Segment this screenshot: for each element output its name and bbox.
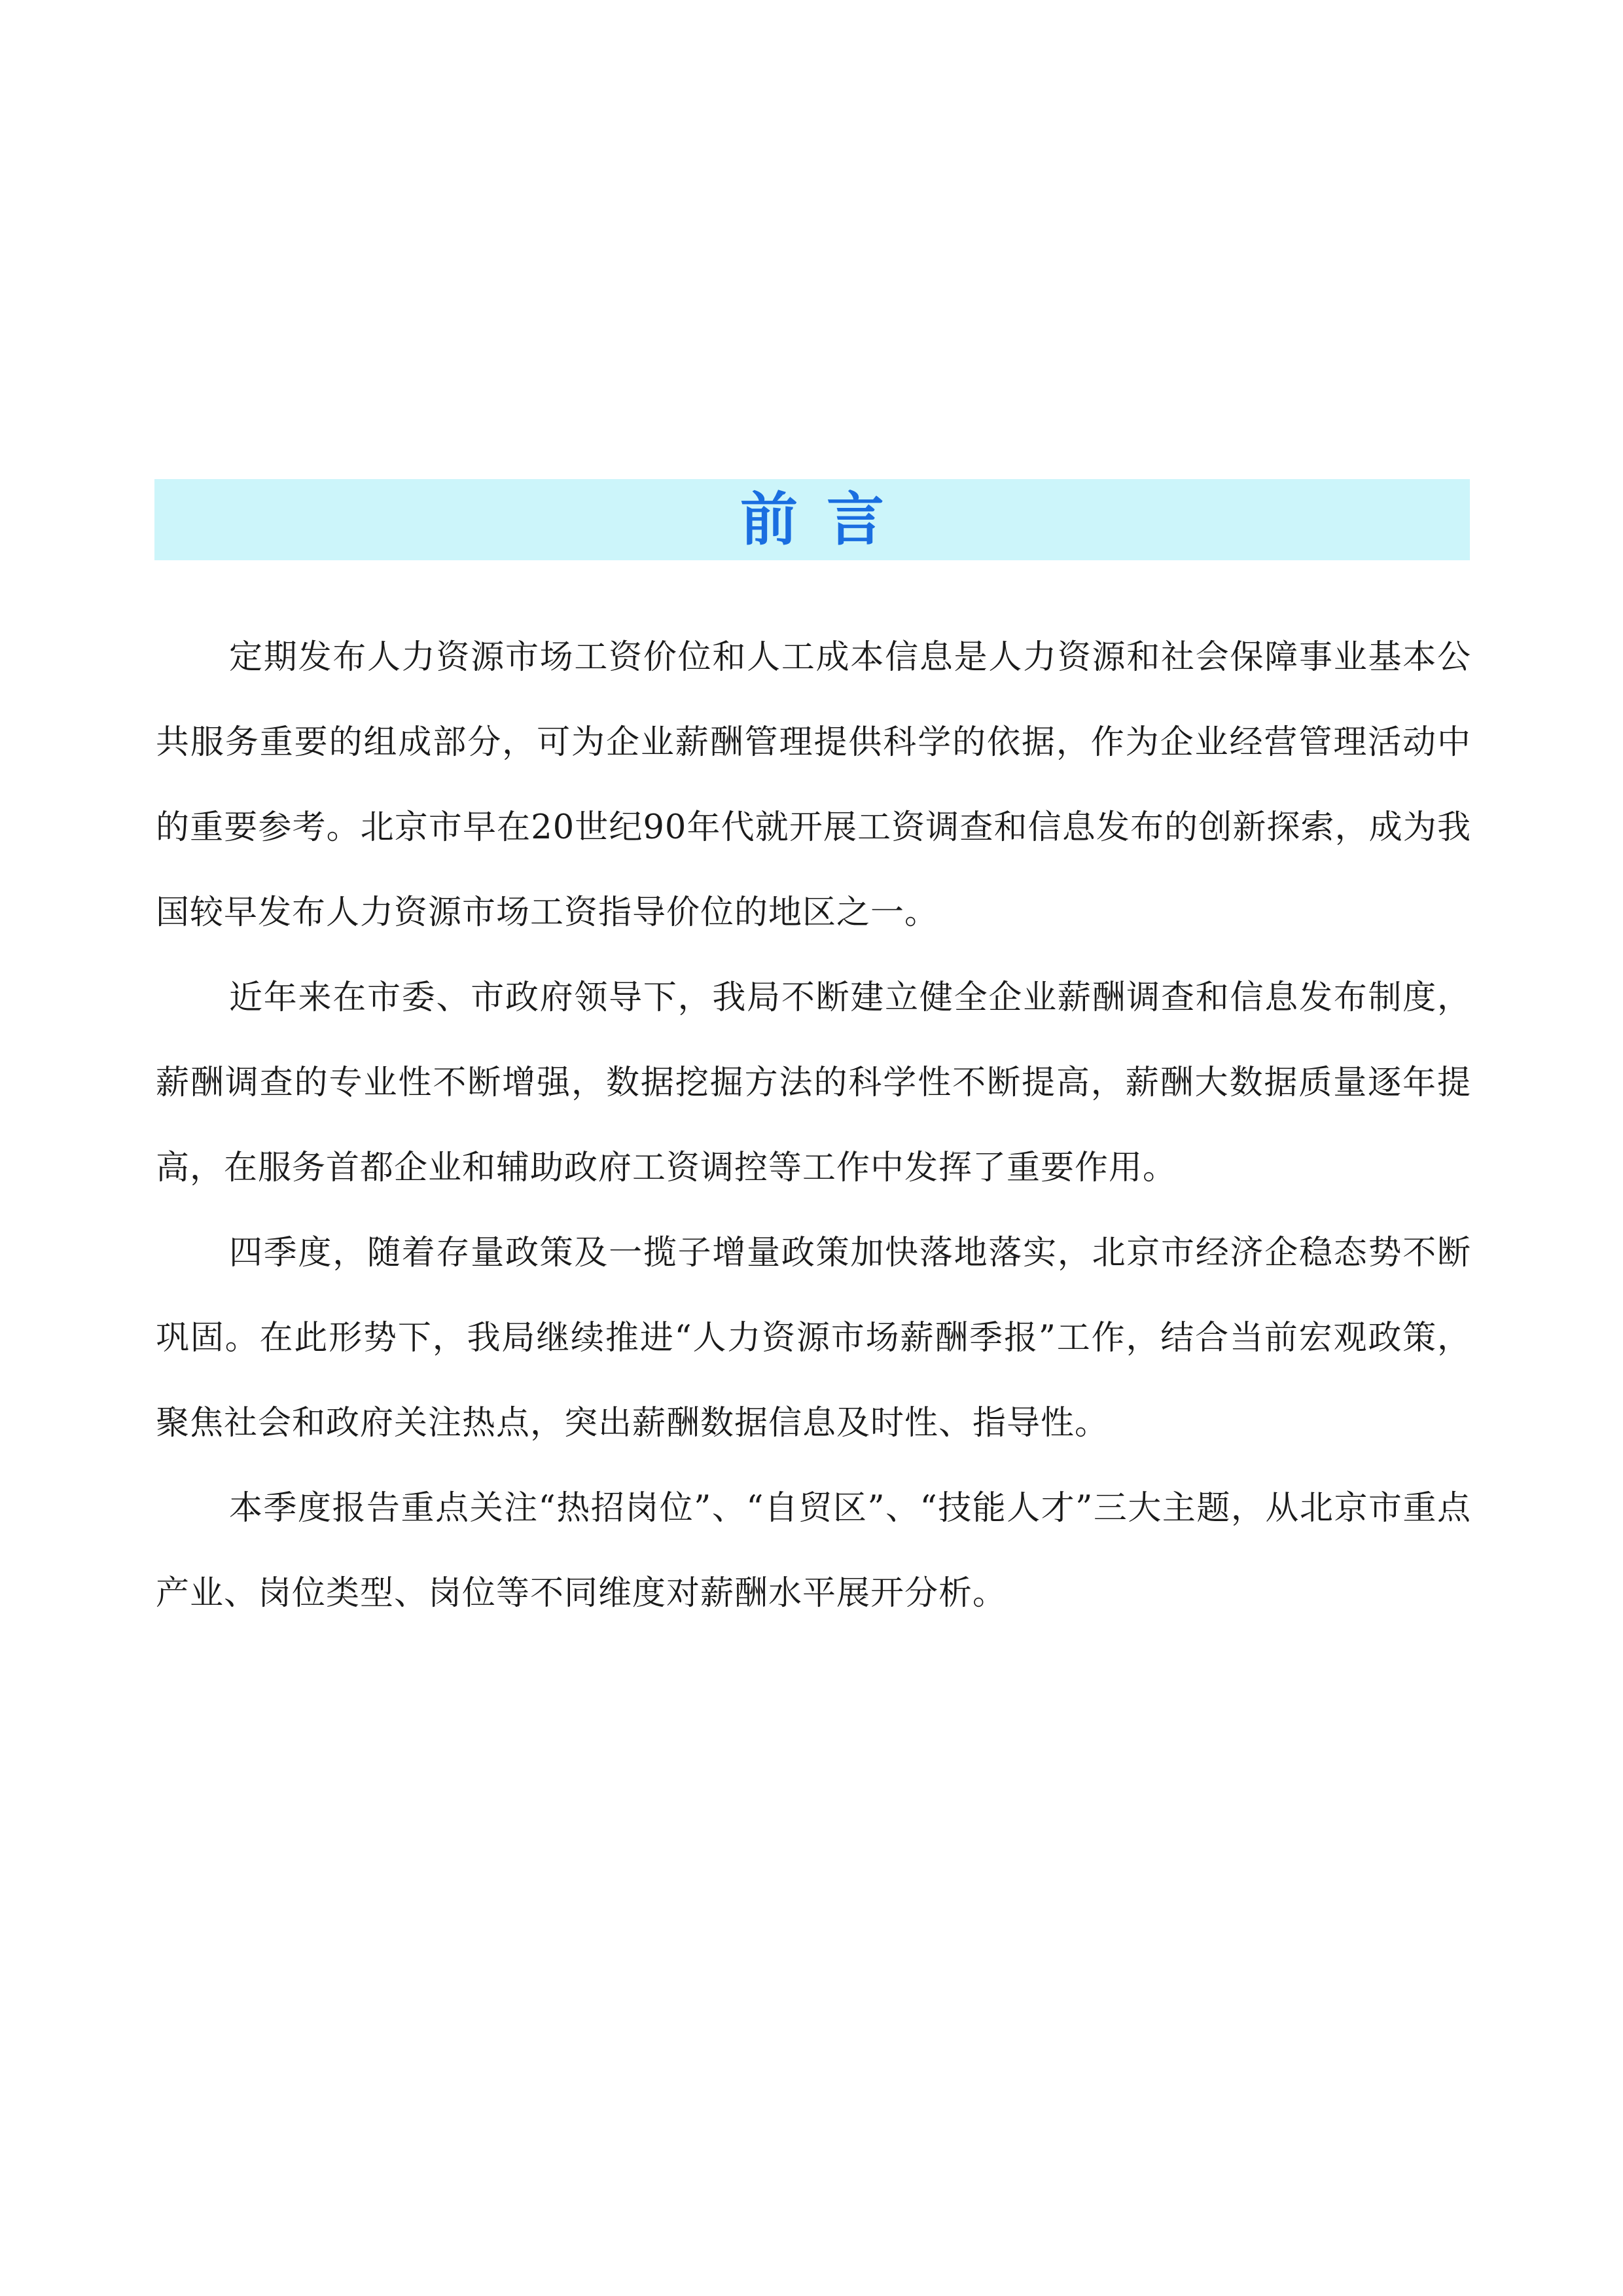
paragraph: 四季度，随着存量政策及一揽子增量政策加快落地落实，北京市经济企稳态势不断巩固。在此形势下，我局继续推进“人力资源市场薪酬季报”工作，结合当前宏观政策，聚焦社会和政府关注热点，突出薪酬数据信息及时性、指导性。 bbox=[156, 1234, 1471, 1443]
paragraph: 近年来在市委、市政府领导下，我局不断建立健全企业薪酬调查和信息发布制度，薪酬调查的专业性不断增强，数据挖掘方法的科学性不断提高，薪酬大数据质量逐年提高，在服务首都企业和辅助政府工资调控等工作中发挥了重要作用。 bbox=[156, 978, 1471, 1187]
preface-heading-bar bbox=[154, 479, 1470, 560]
paragraph: 本季度报告重点关注“热招岗位”、“自贸区”、“技能人才”三大主题，从北京市重点产业、岗位类型、岗位等不同维度对薪酬水平展开分析。 bbox=[156, 1489, 1471, 1613]
paragraph: 定期发布人力资源市场工资价位和人工成本信息是人力资源和社会保障事业基本公共服务重要的组成部分，可为企业薪酬管理提供科学的依据，作为企业经营管理活动中的重要参考。北京市早在20世纪90年代就开展工资调查和信息发布的创新探索，成为我国较早发布人力资源市场工资指导价位的地区之一。 bbox=[156, 638, 1471, 932]
preface-body bbox=[156, 615, 1471, 1636]
page-title: 前言 bbox=[740, 486, 913, 553]
